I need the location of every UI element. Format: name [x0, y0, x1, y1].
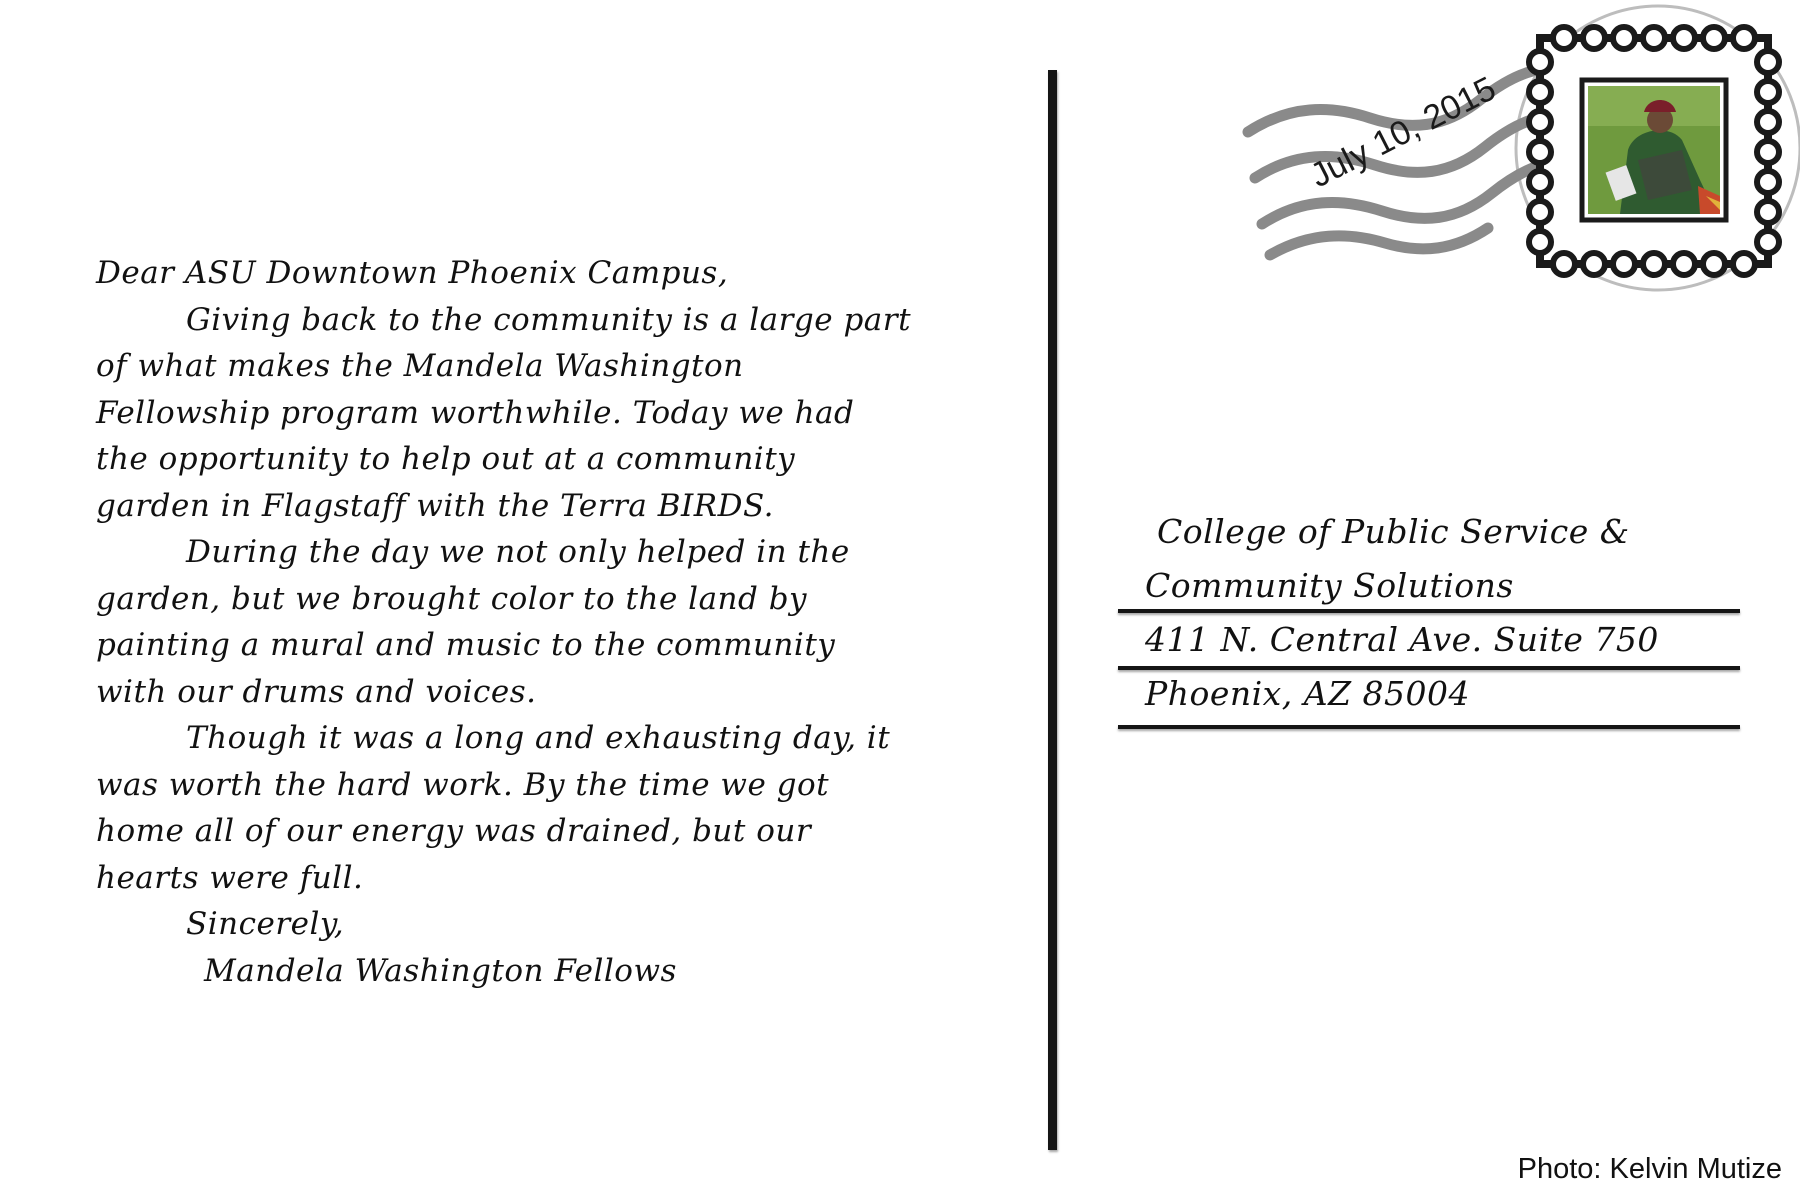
- postcard-divider: [1048, 70, 1057, 1150]
- address-rule: [1118, 666, 1740, 670]
- message-line: hearts were full.: [96, 859, 364, 896]
- address-block: [1110, 505, 1730, 721]
- photo-credit: Photo: Kelvin Mutize: [1517, 1153, 1782, 1185]
- address-line-4: Phoenix, AZ 85004: [1145, 674, 1470, 713]
- message-line: home all of our energy was drained, but our: [96, 813, 812, 849]
- message-closing: Sincerely,: [186, 906, 345, 942]
- message-line: garden, but we brought color to the land by: [96, 580, 808, 617]
- message-line: During the day we not only helped in the: [186, 534, 850, 570]
- message-line: the opportunity to help out at a community: [96, 441, 796, 477]
- handwritten-message: [96, 250, 1026, 994]
- stamp-postmark-graphic: [1230, 0, 1800, 310]
- message-signature: Mandela Washington Fellows: [204, 952, 677, 989]
- message-line: Giving back to the community is a large part: [186, 301, 912, 338]
- stamp-photo: [1588, 86, 1720, 214]
- message-line: painting a mural and music to the community: [96, 627, 836, 663]
- stamp: [1529, 27, 1779, 275]
- address-line-3: 411 N. Central Ave. Suite 750: [1145, 620, 1659, 659]
- message-line: garden in Flagstaff with the Terra BIRDS.: [96, 487, 774, 524]
- message-greeting: Dear ASU Downtown Phoenix Campus,: [96, 255, 729, 291]
- address-line-1: College of Public Service &: [1157, 512, 1630, 551]
- message-line: Fellowship program worthwhile. Today we had: [96, 394, 855, 431]
- message-line: was worth the hard work. By the time we got: [96, 766, 830, 803]
- address-rule: [1118, 725, 1740, 729]
- address-rule: [1118, 609, 1740, 613]
- message-line: with our drums and voices.: [96, 673, 537, 710]
- message-line: Though it was a long and exhausting day, it: [186, 720, 891, 756]
- message-line: of what makes the Mandela Washington: [96, 348, 744, 384]
- postmark-date: July 10, 2015: [1304, 69, 1502, 196]
- address-line-2: Community Solutions: [1145, 566, 1514, 605]
